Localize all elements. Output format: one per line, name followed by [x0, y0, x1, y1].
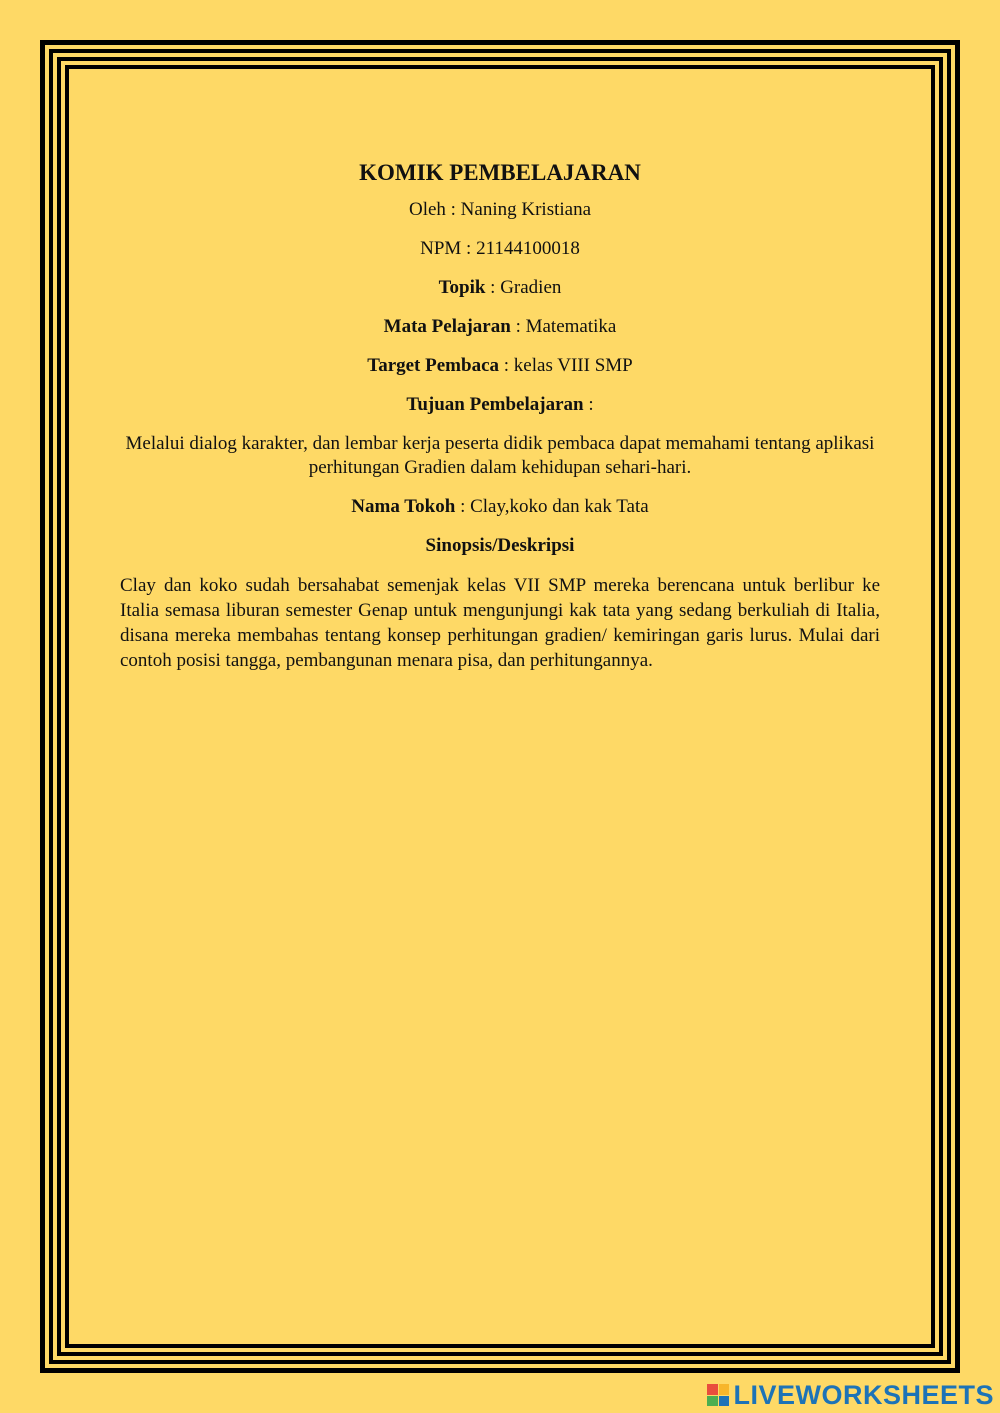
- target-label: Target Pembaca: [367, 355, 500, 376]
- target-value: : kelas VIII SMP: [499, 355, 633, 376]
- goal-colon: :: [583, 394, 594, 415]
- npm-line: NPM : 21144100018: [420, 238, 580, 259]
- goal-label: Tujuan Pembelajaran: [406, 394, 584, 415]
- synopsis-text: Clay dan koko sudah bersahabat semenjak kelas VII SMP mereka berencana untuk berlibur ke Italia semasa liburan semester Genap untuk mengunjungi kak tata yang sedang berkuliah di Italia, disana mereka membahas tentang konsep perhitungan gradien/ kemiringan garis lurus. Mulai dari contoh posisi tangga, pembangunan menara pisa, dan perhitungannya.: [120, 575, 880, 671]
- document-content: [120, 160, 880, 673]
- subject-label: Mata Pelajaran: [383, 316, 511, 337]
- subject-value: : Matematika: [510, 316, 617, 337]
- topic-line: [120, 276, 880, 300]
- watermark-text: LIVEWORKSHEETS: [733, 1379, 994, 1410]
- character-line: [120, 495, 880, 519]
- target-line: [120, 354, 880, 378]
- character-value: : Clay,koko dan kak Tata: [455, 496, 649, 517]
- synopsis-heading: [120, 534, 880, 558]
- document-title: KOMIK PEMBELAJARAN: [359, 160, 641, 185]
- liveworksheets-logo-icon: [707, 1384, 729, 1406]
- goal-heading: [120, 393, 880, 417]
- subject-line: [120, 315, 880, 339]
- liveworksheets-watermark[interactable]: [707, 1379, 994, 1411]
- character-label: Nama Tokoh: [351, 496, 456, 517]
- topic-value: : Gradien: [485, 277, 562, 298]
- synopsis-label: Sinopsis/Deskripsi: [425, 535, 575, 556]
- goal-text: Melalui dialog karakter, dan lembar kerja peserta didik pembaca dapat memahami tentang aplikasi perhitungan Gradien dalam kehidupan sehari-hari.: [125, 433, 875, 478]
- author-line: Oleh : Naning Kristiana: [408, 199, 592, 220]
- topic-label: Topik: [438, 277, 486, 298]
